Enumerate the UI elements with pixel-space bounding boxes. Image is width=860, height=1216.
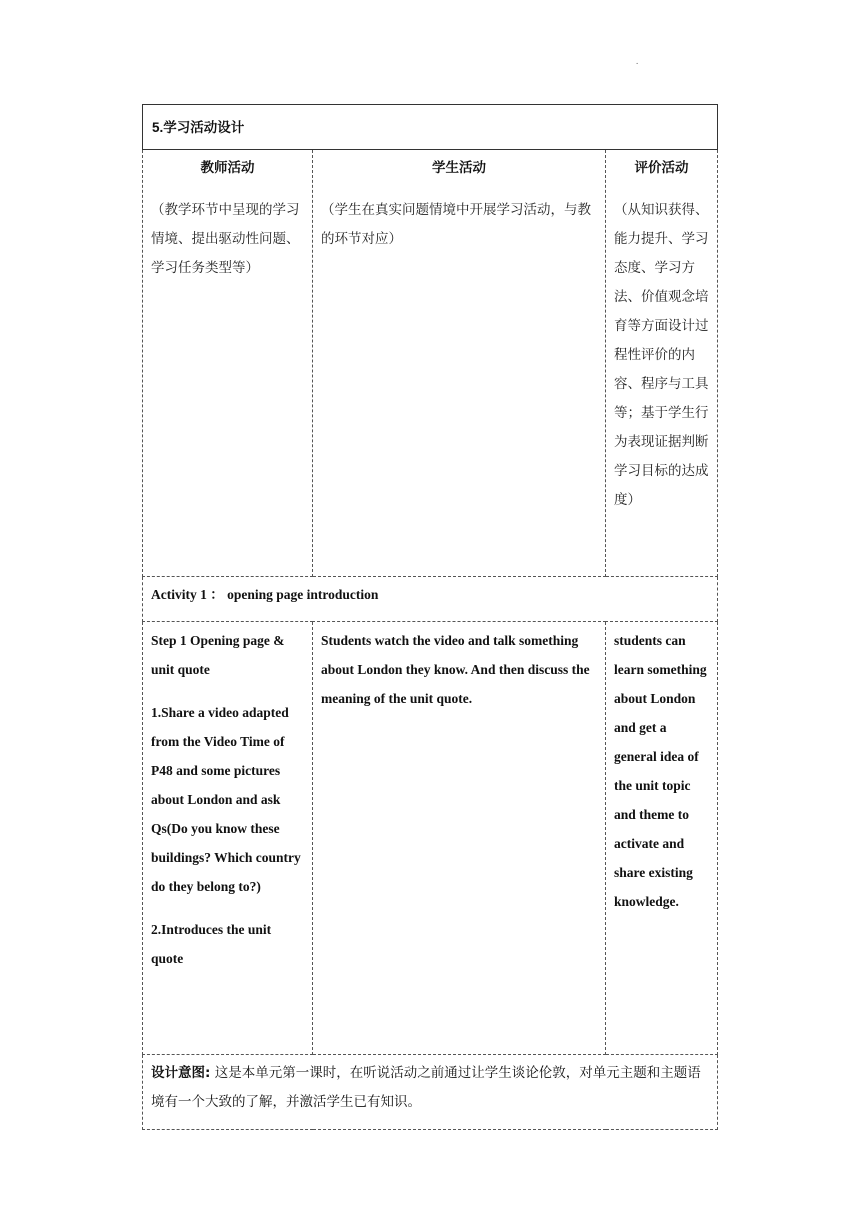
teacher-step: Step 1 Opening page & unit quote — [151, 633, 285, 677]
teacher-note: （教学环节中呈现的学习情境、提出驱动性问题、学习任务类型等） — [151, 202, 300, 276]
student-note: （学生在真实问题情境中开展学习活动，与教的环节对应） — [321, 202, 591, 247]
evaluation-note: （从知识获得、能力提升、学习态度、学习方法、价值观念培育等方面设计过程性评价的内容、程序与工具等；基于学生行为表现证据判断学习目标的达成度） — [614, 202, 709, 508]
evaluation-column — [606, 150, 718, 577]
student-header: 学生活动 — [432, 160, 486, 176]
activity-title-row — [143, 577, 718, 622]
teacher-header: 教师活动 — [200, 160, 255, 176]
section-title: 5.学习活动设计 — [143, 105, 718, 150]
student-column — [313, 150, 606, 577]
student-activity-text: Students watch the video and talk something about London they know. And then discuss the meaning of the unit quote. — [321, 633, 590, 706]
teacher-item-2: 2.Introduces the unit quote — [151, 922, 272, 966]
teacher-column — [143, 150, 313, 577]
student-activity-cell — [313, 622, 606, 1055]
teacher-item-1: 1.Share a video adapted from the Video Time of P48 and some pictures about London and ask Qs(Do you know these buildings? Which country do they belong to?) — [151, 705, 301, 894]
column-header-row — [143, 150, 718, 577]
design-intent-row — [143, 1055, 718, 1130]
design-intent-cell — [143, 1055, 718, 1130]
activity-title: Activity 1 ： opening page introduction — [151, 587, 379, 602]
design-intent-text: 这是本单元第一课时，在听说活动之前通过让学生谈论伦敦，对单元主题和主题语境有一个大致的了解，并激活学生已有知识。 — [151, 1065, 701, 1110]
evaluation-activity-cell — [606, 622, 718, 1055]
activity-content-row — [143, 622, 718, 1055]
page-marker: . — [636, 56, 639, 66]
activity-title-cell — [143, 577, 718, 622]
evaluation-activity-text: students can learn something about London and get a general idea of the unit topic and theme to activate and share existing knowledge. — [614, 633, 707, 909]
learning-activity-table — [142, 104, 718, 1130]
section-title-row — [143, 105, 718, 150]
teacher-activity-cell — [143, 622, 313, 1055]
design-intent-label: 设计意图: — [151, 1065, 211, 1081]
evaluation-header: 评价活动 — [634, 160, 689, 176]
